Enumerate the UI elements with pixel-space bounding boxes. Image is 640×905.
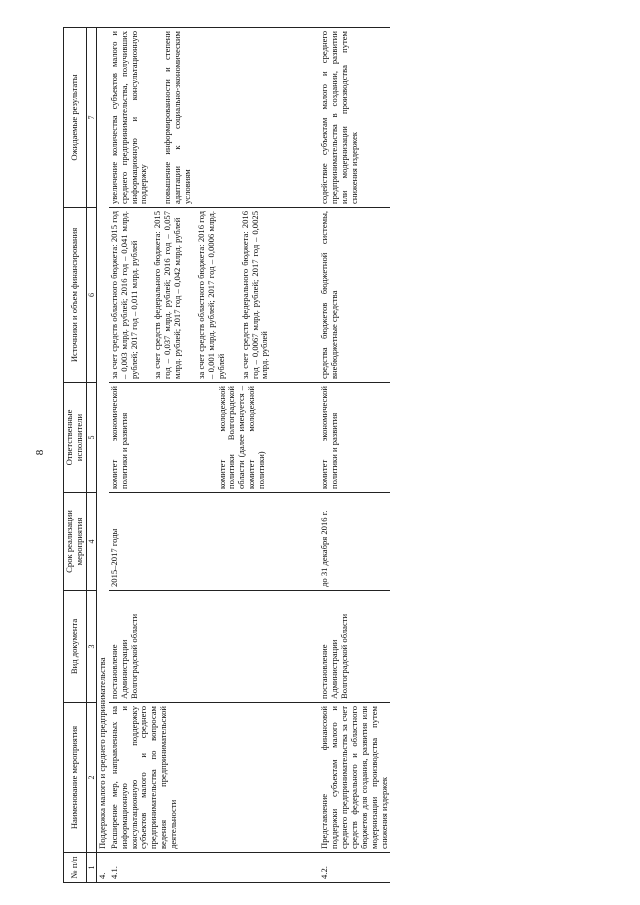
header-doc: Вид документа xyxy=(64,591,87,703)
header-term: Срок реализации мероприятия xyxy=(64,493,87,591)
header-number: № п/п xyxy=(64,853,87,883)
responsible-executor: комитет экономической политики и развития xyxy=(108,386,129,489)
table-row xyxy=(319,28,390,883)
table-row xyxy=(109,28,272,883)
column-number-row xyxy=(86,28,96,883)
expected-result: увеличение количества субъектов малого и среднего предпринимательства, получивших информационную и консультационную поддержку xyxy=(108,31,149,204)
section-number: 4. xyxy=(96,853,108,883)
header-name: Наименование мероприятия xyxy=(64,703,87,853)
header-results: Ожидаемые результаты xyxy=(64,28,87,208)
section-row xyxy=(96,28,108,883)
action-plan-table xyxy=(63,27,390,883)
column-number: 2 xyxy=(86,703,96,853)
column-number: 4 xyxy=(86,493,96,591)
expected-result: содействие субъектам малого и среднего предпринимательства в создании, развитии или модернизации производства путем снижения издержек xyxy=(319,28,390,208)
document-type: постановление Администрации Волгоградской области xyxy=(109,591,272,703)
financing-source: за счет средств федерального бюджета: 2016 год – 0,0067 млрд. рублей; 2017 год – 0,0025 млрд. рублей xyxy=(239,211,270,379)
row-number: 4.1. xyxy=(109,853,272,883)
measure-name: Представление финансовой поддержки субъектам малого и среднего предпринимательства за счет средств федерального и областного бюджетов для создания, развития или модернизации производства путем снижения издержек xyxy=(319,703,390,853)
financing-source: за счет средств федерального бюджета: 2015 год – 0,037 млрд. рублей; 2016 год – 0,057 млрд. рублей; 2017 год – 0,042 млрд. рублей xyxy=(152,211,183,379)
row-number: 4.2. xyxy=(319,853,390,883)
responsible-executor: комитет молодежной политики Волгоградской области (далее именуется – комитет молодежной политики) xyxy=(216,386,267,489)
column-number: 3 xyxy=(86,591,96,703)
responsible-executor: комитет экономической политики и развития xyxy=(319,383,390,493)
column-number: 1 xyxy=(86,853,96,883)
implementation-term: 2015–2017 годы xyxy=(109,493,272,591)
column-number: 7 xyxy=(86,28,96,208)
table-header-row xyxy=(64,28,87,883)
expected-result: повышение информированности и степени адаптации к социально-экономическим условиям xyxy=(162,31,193,204)
financing-source: средства бюджетов бюджетной системы, внебюджетные средства xyxy=(319,208,390,383)
page-number: 8 xyxy=(34,449,46,456)
implementation-term: до 31 декабря 2016 г. xyxy=(319,493,390,591)
document-type: постановление Администрации Волгоградской области xyxy=(319,591,390,703)
financing-source: за счет средств областного бюджета: 2016 год – 0,001 млрд. рублей; 2017 год – 0,0006 млрд. рублей xyxy=(196,211,226,379)
section-title: Поддержка малого и среднего предпринимательства xyxy=(96,28,108,853)
measure-name: Расширение мер, направленных на информационную и консультационную поддержку субъектов малого и среднего предпринимательства по вопросам ведения предпринимательской деятельности xyxy=(109,703,272,853)
column-number: 6 xyxy=(86,208,96,383)
header-financing: Источники и объем финансирования xyxy=(64,208,87,383)
financing-source: за счет средств областного бюджета: 2015 год – 0,003 млрд. рублей; 2016 год – 0,041 млрд. рублей; 2017 год – 0,011 млрд. рублей xyxy=(108,211,139,379)
header-responsible: Ответственные исполнители xyxy=(64,383,87,493)
column-number: 5 xyxy=(86,383,96,493)
